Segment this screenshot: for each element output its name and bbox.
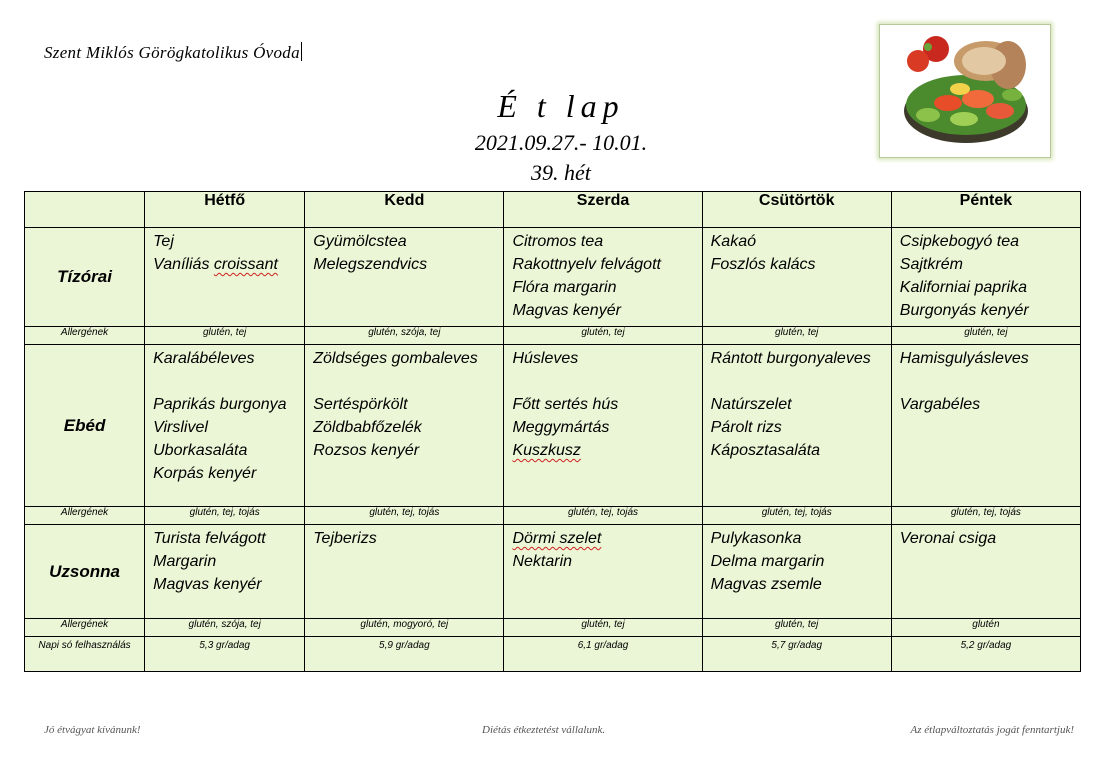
allergen-cell: glutén, szója, tej (305, 327, 504, 345)
day-header: Kedd (305, 192, 504, 228)
menu-cell (305, 525, 504, 619)
menu-cell (504, 228, 702, 327)
menu-item: Főtt sertés hús (512, 396, 619, 413)
allergen-cell: glutén, tej (145, 327, 305, 345)
allergen-cell: glutén, tej, tojás (305, 507, 504, 525)
menu-item-text: Dörmi szelet (512, 530, 602, 547)
ebed-row (25, 345, 1081, 507)
food-plate-icon (888, 31, 1042, 149)
menu-item-spacer (153, 370, 304, 393)
menu-cell (891, 228, 1080, 327)
menu-item: Foszlós kalács (710, 256, 816, 273)
menu-item: Rozsos kenyér (313, 442, 420, 459)
menu-item: Nektarin (512, 553, 573, 570)
menu-item: Tejberizs (313, 530, 377, 547)
menu-item: Natúrszelet (710, 396, 792, 413)
menu-item: Citromos tea (512, 233, 604, 250)
allergen-cell: glutén (891, 619, 1080, 637)
allergen-label: Allergének (25, 619, 145, 637)
menu-item: Rántott burgonyaleves (710, 350, 871, 367)
meal-label-ebed: Ebéd (25, 345, 145, 507)
day-header: Szerda (504, 192, 702, 228)
menu-item: Margarin (153, 553, 217, 570)
allergen-label: Allergének (25, 327, 145, 345)
school-name (44, 42, 302, 63)
day-header: Csütörtök (702, 192, 891, 228)
menu-item: Karalábéleves (153, 350, 255, 367)
allergen-cell: glutén, tej, tojás (504, 507, 702, 525)
menu-item: Korpás kenyér (153, 465, 257, 482)
salt-label: Napi só felhasználás (25, 637, 145, 672)
salt-cell: 6,1 gr/adag (504, 637, 702, 672)
menu-cell (504, 525, 702, 619)
menu-item: Tej (153, 233, 174, 250)
menu-item: Flóra margarin (512, 279, 617, 296)
menu-item (153, 253, 304, 276)
menu-cell (702, 525, 891, 619)
menu-item: Pulykasonka (710, 530, 802, 547)
allergen-row (25, 327, 1081, 345)
menu-item: Magvas zsemle (710, 576, 822, 593)
menu-item: Húsleves (512, 350, 579, 367)
menu-item-spacer (512, 370, 701, 393)
salt-cell: 5,9 gr/adag (305, 637, 504, 672)
menu-item: Csipkebogyó tea (899, 233, 1019, 250)
footer-left: Jó étvágyat kívánunk! (44, 724, 141, 736)
allergen-cell: glutén, tej, tojás (145, 507, 305, 525)
tizorai-row (25, 228, 1081, 327)
day-header: Hétfő (145, 192, 305, 228)
menu-table (24, 191, 1081, 672)
day-header: Péntek (891, 192, 1080, 228)
menu-item: Zöldséges gombaleves (313, 350, 478, 367)
allergen-cell: glutén, tej, tojás (702, 507, 891, 525)
menu-item: Sertéspörkölt (313, 396, 408, 413)
menu-item: Magvas kenyér (153, 576, 262, 593)
menu-cell (702, 345, 891, 507)
food-plate-image (879, 24, 1051, 158)
menu-cell (305, 228, 504, 327)
salt-cell: 5,2 gr/adag (891, 637, 1080, 672)
menu-item: Sajtkrém (899, 256, 963, 273)
meal-label-tizorai: Tízórai (25, 228, 145, 327)
allergen-cell: glutén, tej (504, 619, 702, 637)
allergen-cell: glutén, mogyoró, tej (305, 619, 504, 637)
menu-cell (145, 228, 305, 327)
date-range: 2021.09.27.- 10.01. (474, 130, 648, 155)
menu-item-spacer (711, 370, 891, 393)
allergen-row (25, 507, 1081, 525)
salt-cell: 5,3 gr/adag (145, 637, 305, 672)
footer-right: Az étlapváltoztatás jogát fenntartjuk! (910, 724, 1074, 736)
corner-cell (25, 192, 145, 228)
allergen-cell: glutén, szója, tej (145, 619, 305, 637)
menu-cell (145, 525, 305, 619)
menu-item-text: Kuszkusz (512, 442, 581, 459)
menu-cell (702, 228, 891, 327)
menu-item: Kakaó (710, 233, 756, 250)
menu-item: Gyümölcstea (313, 233, 407, 250)
menu-item: Turista felvágott (153, 530, 266, 547)
page-title: É t lap (497, 88, 625, 124)
meal-label-uzsonna: Uzsonna (25, 525, 145, 619)
menu-item (512, 527, 701, 550)
menu-item: Delma margarin (710, 553, 825, 570)
allergen-cell: glutén, tej, tojás (891, 507, 1080, 525)
menu-item: Rakottnyelv felvágott (512, 256, 661, 273)
menu-item-text: Vaníliás croissant (153, 256, 278, 273)
menu-item-spacer (900, 370, 1080, 393)
week-number: 39. hét (531, 160, 591, 185)
menu-item: Vargabéles (899, 396, 981, 413)
menu-item: Melegszendvics (313, 256, 428, 273)
menu-item: Káposztasaláta (710, 442, 821, 459)
allergen-cell: glutén, tej (504, 327, 702, 345)
menu-cell (891, 345, 1080, 507)
menu-item (512, 439, 701, 462)
header-row (25, 192, 1081, 228)
allergen-cell: glutén, tej (702, 327, 891, 345)
allergen-row (25, 619, 1081, 637)
menu-item: Zöldbabfőzelék (313, 419, 422, 436)
salt-row (25, 637, 1081, 672)
menu-item: Kaliforniai paprika (899, 279, 1027, 296)
menu-item: Burgonyás kenyér (899, 302, 1029, 319)
menu-cell (305, 345, 504, 507)
allergen-cell: glutén, tej (702, 619, 891, 637)
menu-item: Párolt rizs (710, 419, 782, 436)
uzsonna-row (25, 525, 1081, 619)
menu-cell (145, 345, 305, 507)
menu-item: Magvas kenyér (512, 302, 621, 319)
text-cursor (301, 42, 302, 61)
school-name-text: Szent Miklós Görögkatolikus Óvoda (44, 43, 300, 62)
allergen-label: Allergének (25, 507, 145, 525)
menu-item: Veronai csiga (899, 530, 997, 547)
allergen-cell: glutén, tej (891, 327, 1080, 345)
menu-item: Virslivel (153, 419, 208, 436)
salt-cell: 5,7 gr/adag (702, 637, 891, 672)
menu-item-spacer (313, 370, 503, 393)
menu-cell (504, 345, 702, 507)
menu-cell (891, 525, 1080, 619)
menu-item: Uborkasaláta (153, 442, 248, 459)
footer-center: Diétás étkeztetést vállalunk. (482, 724, 606, 736)
menu-item: Hamisgulyásleves (899, 350, 1029, 367)
menu-item: Meggymártás (512, 419, 610, 436)
menu-item: Paprikás burgonya (153, 396, 287, 413)
